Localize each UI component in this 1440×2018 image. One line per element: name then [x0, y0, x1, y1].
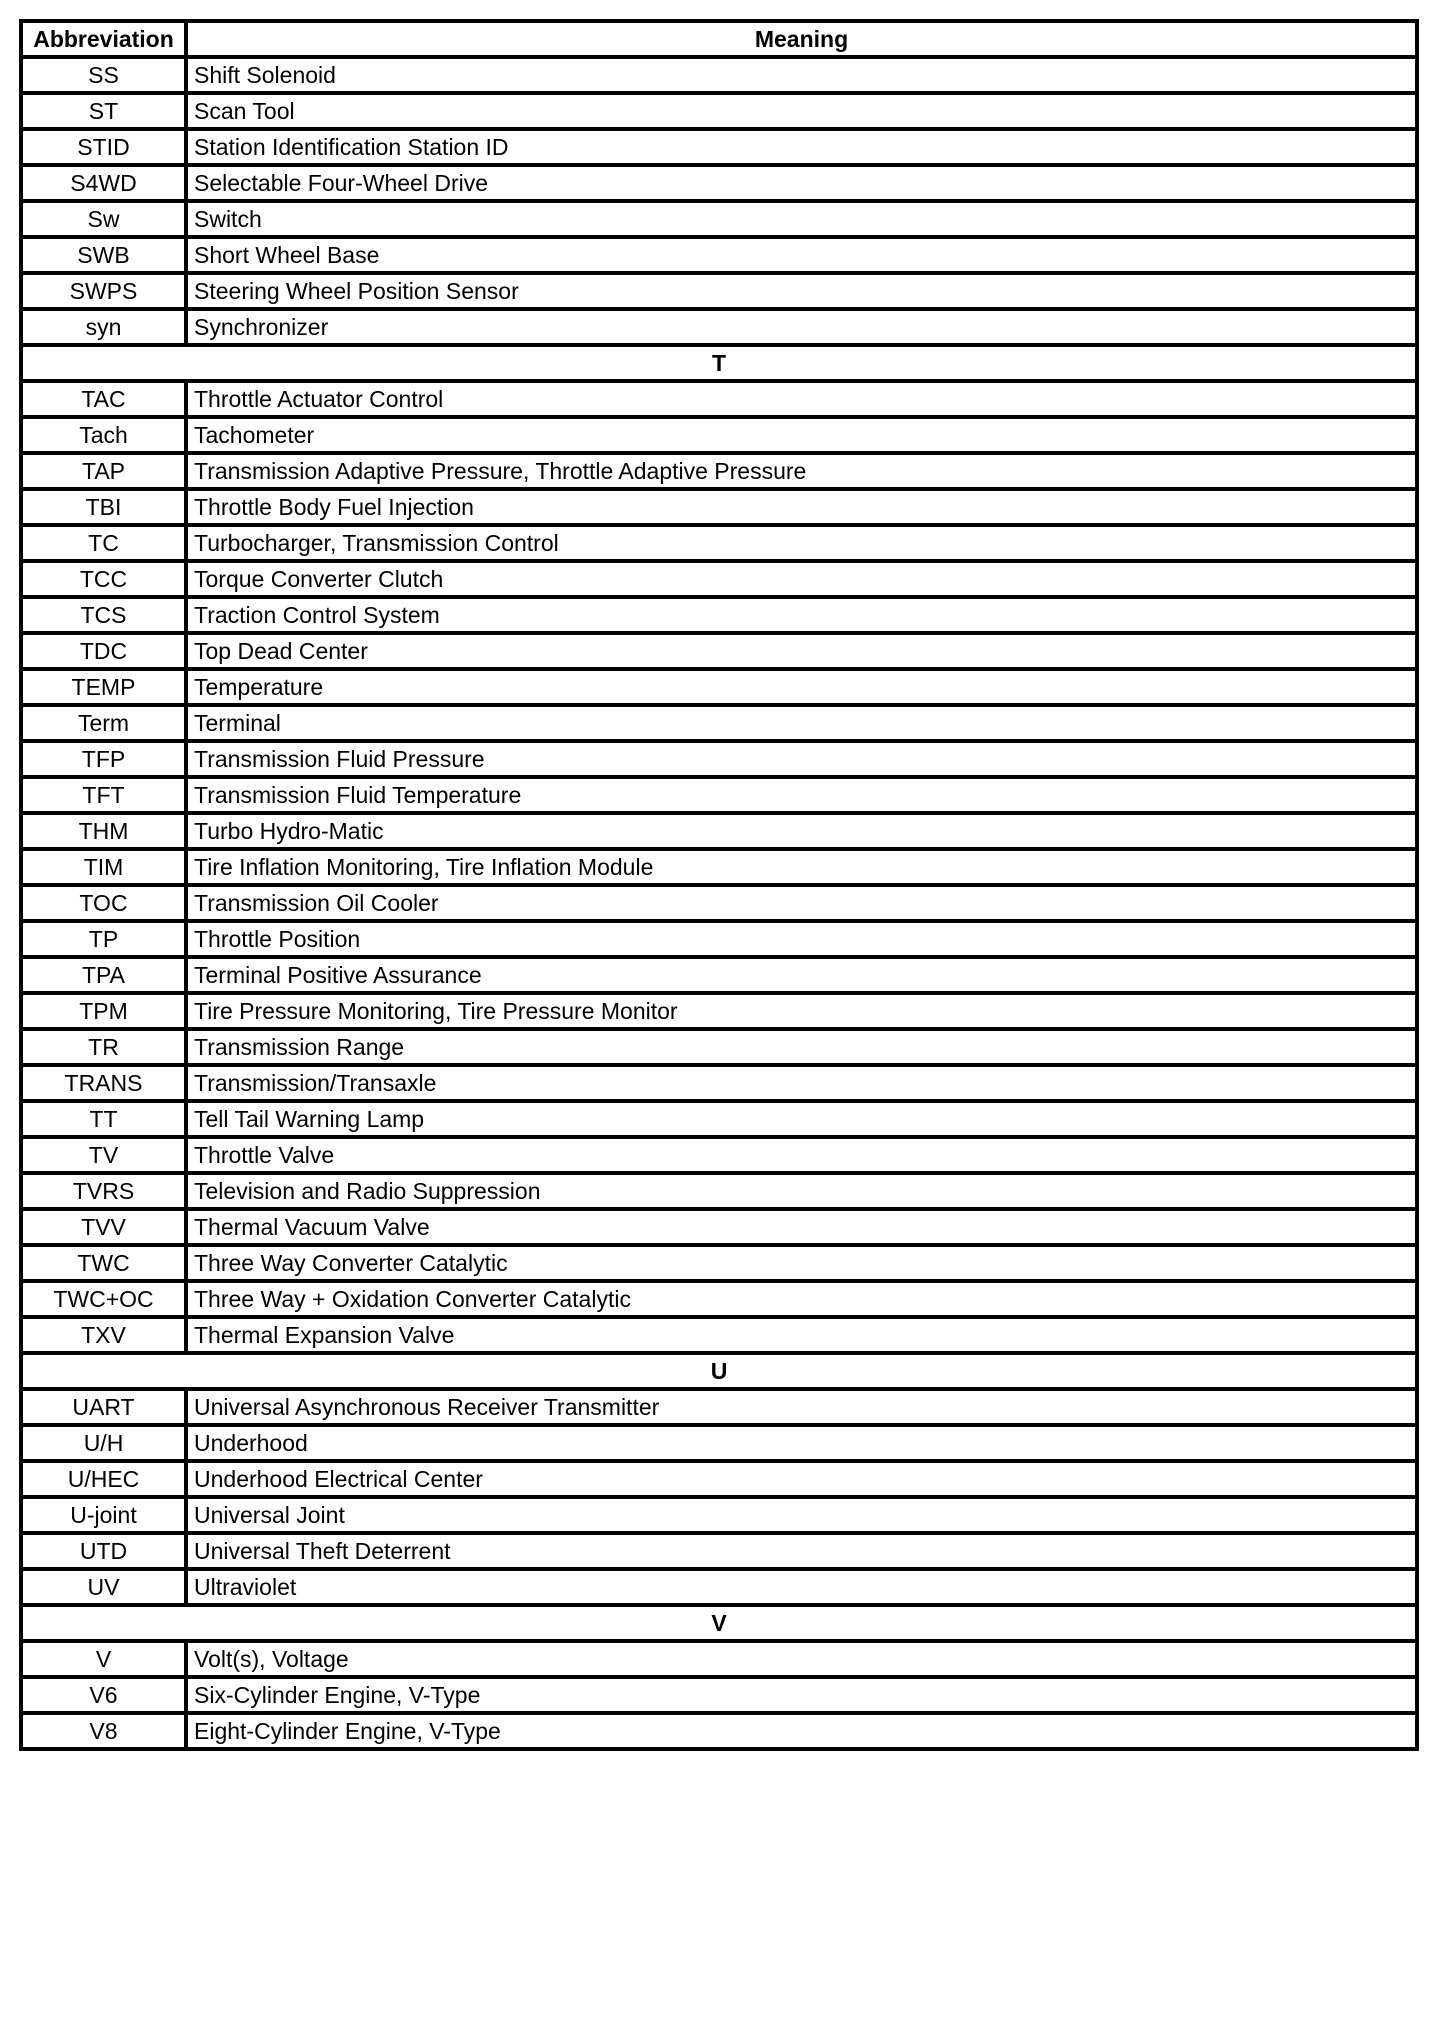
- abbreviation-cell: Sw: [21, 201, 186, 237]
- abbreviation-cell: syn: [21, 309, 186, 345]
- meaning-cell: Scan Tool: [186, 93, 1417, 129]
- meaning-cell: Transmission Oil Cooler: [186, 885, 1417, 921]
- meaning-cell: Universal Theft Deterrent: [186, 1533, 1417, 1569]
- abbreviation-cell: SS: [21, 57, 186, 93]
- table-row: [21, 93, 1417, 129]
- table-row: [21, 1317, 1417, 1353]
- meaning-column-header: Meaning: [186, 21, 1417, 57]
- meaning-cell: Selectable Four-Wheel Drive: [186, 165, 1417, 201]
- abbreviation-cell: SWB: [21, 237, 186, 273]
- meaning-cell: Temperature: [186, 669, 1417, 705]
- table-row: [21, 1533, 1417, 1569]
- abbreviation-cell: STID: [21, 129, 186, 165]
- abbreviation-cell: S4WD: [21, 165, 186, 201]
- meaning-cell: Throttle Body Fuel Injection: [186, 489, 1417, 525]
- table-row: [21, 309, 1417, 345]
- meaning-cell: Transmission Range: [186, 1029, 1417, 1065]
- meaning-cell: Tell Tail Warning Lamp: [186, 1101, 1417, 1137]
- table-row: [21, 705, 1417, 741]
- meaning-cell: Transmission/Transaxle: [186, 1065, 1417, 1101]
- section-letter: T: [21, 345, 1417, 381]
- meaning-cell: Transmission Fluid Temperature: [186, 777, 1417, 813]
- abbreviation-cell: Term: [21, 705, 186, 741]
- meaning-cell: Eight-Cylinder Engine, V-Type: [186, 1713, 1417, 1749]
- meaning-cell: Torque Converter Clutch: [186, 561, 1417, 597]
- table-header-row: [21, 21, 1417, 57]
- table-row: [21, 885, 1417, 921]
- abbreviation-cell: V8: [21, 1713, 186, 1749]
- meaning-cell: Steering Wheel Position Sensor: [186, 273, 1417, 309]
- table-row: [21, 1281, 1417, 1317]
- meaning-cell: Thermal Expansion Valve: [186, 1317, 1417, 1353]
- meaning-cell: Throttle Actuator Control: [186, 381, 1417, 417]
- table-row: [21, 1641, 1417, 1677]
- section-row: [21, 1353, 1417, 1389]
- table-row: [21, 1173, 1417, 1209]
- table-row: [21, 1209, 1417, 1245]
- table-row: [21, 237, 1417, 273]
- table-row: [21, 273, 1417, 309]
- meaning-cell: Universal Joint: [186, 1497, 1417, 1533]
- meaning-cell: Transmission Fluid Pressure: [186, 741, 1417, 777]
- table-row: [21, 813, 1417, 849]
- abbreviation-cell: UART: [21, 1389, 186, 1425]
- abbreviation-cell: TV: [21, 1137, 186, 1173]
- meaning-cell: Shift Solenoid: [186, 57, 1417, 93]
- meaning-cell: Short Wheel Base: [186, 237, 1417, 273]
- table-row: [21, 453, 1417, 489]
- table-row: [21, 201, 1417, 237]
- table-body: [21, 57, 1417, 1749]
- abbreviation-cell: TVV: [21, 1209, 186, 1245]
- abbreviation-cell: THM: [21, 813, 186, 849]
- meaning-cell: Universal Asynchronous Receiver Transmitter: [186, 1389, 1417, 1425]
- meaning-cell: Tachometer: [186, 417, 1417, 453]
- abbreviation-cell: TBI: [21, 489, 186, 525]
- meaning-cell: Synchronizer: [186, 309, 1417, 345]
- table-row: [21, 1137, 1417, 1173]
- table-row: [21, 1065, 1417, 1101]
- table-row: [21, 1389, 1417, 1425]
- meaning-cell: Turbo Hydro-Matic: [186, 813, 1417, 849]
- abbreviation-cell: SWPS: [21, 273, 186, 309]
- abbreviation-cell: TP: [21, 921, 186, 957]
- abbreviation-cell: TPM: [21, 993, 186, 1029]
- abbreviation-cell: TCC: [21, 561, 186, 597]
- meaning-cell: Throttle Position: [186, 921, 1417, 957]
- abbreviation-cell: TEMP: [21, 669, 186, 705]
- meaning-cell: Underhood: [186, 1425, 1417, 1461]
- abbreviation-cell: TFT: [21, 777, 186, 813]
- abbreviation-cell: U/H: [21, 1425, 186, 1461]
- abbreviation-cell: TAC: [21, 381, 186, 417]
- abbreviation-cell: UTD: [21, 1533, 186, 1569]
- section-row: [21, 345, 1417, 381]
- abbreviation-cell: V6: [21, 1677, 186, 1713]
- table-row: [21, 633, 1417, 669]
- table-row: [21, 1425, 1417, 1461]
- table-row: [21, 1461, 1417, 1497]
- meaning-cell: Tire Inflation Monitoring, Tire Inflation Module: [186, 849, 1417, 885]
- table-row: [21, 741, 1417, 777]
- table-row: [21, 1497, 1417, 1533]
- abbreviation-cell: TOC: [21, 885, 186, 921]
- abbreviation-table: [19, 19, 1419, 1751]
- table-row: [21, 1101, 1417, 1137]
- meaning-cell: Tire Pressure Monitoring, Tire Pressure Monitor: [186, 993, 1417, 1029]
- abbreviation-cell: TAP: [21, 453, 186, 489]
- table-row: [21, 1029, 1417, 1065]
- abbreviation-cell: TFP: [21, 741, 186, 777]
- table-row: [21, 489, 1417, 525]
- meaning-cell: Switch: [186, 201, 1417, 237]
- abbreviation-cell: V: [21, 1641, 186, 1677]
- abbreviation-cell: TT: [21, 1101, 186, 1137]
- table-row: [21, 1569, 1417, 1605]
- abbreviation-column-header: Abbreviation: [21, 21, 186, 57]
- abbreviation-cell: ST: [21, 93, 186, 129]
- abbreviation-cell: TWC: [21, 1245, 186, 1281]
- abbreviation-cell: U/HEC: [21, 1461, 186, 1497]
- meaning-cell: Thermal Vacuum Valve: [186, 1209, 1417, 1245]
- table-row: [21, 165, 1417, 201]
- table-row: [21, 1245, 1417, 1281]
- meaning-cell: Terminal: [186, 705, 1417, 741]
- meaning-cell: Six-Cylinder Engine, V-Type: [186, 1677, 1417, 1713]
- abbreviation-cell: TWC+OC: [21, 1281, 186, 1317]
- table-row: [21, 597, 1417, 633]
- meaning-cell: Three Way + Oxidation Converter Catalytic: [186, 1281, 1417, 1317]
- abbreviation-cell: TPA: [21, 957, 186, 993]
- table-row: [21, 417, 1417, 453]
- meaning-cell: Throttle Valve: [186, 1137, 1417, 1173]
- abbreviation-cell: TCS: [21, 597, 186, 633]
- table-row: [21, 777, 1417, 813]
- section-row: [21, 1605, 1417, 1641]
- meaning-cell: Traction Control System: [186, 597, 1417, 633]
- meaning-cell: Television and Radio Suppression: [186, 1173, 1417, 1209]
- abbreviation-cell: TR: [21, 1029, 186, 1065]
- table-row: [21, 921, 1417, 957]
- table-row: [21, 957, 1417, 993]
- table-row: [21, 849, 1417, 885]
- meaning-cell: Ultraviolet: [186, 1569, 1417, 1605]
- table-row: [21, 1713, 1417, 1749]
- abbreviation-cell: TC: [21, 525, 186, 561]
- table-row: [21, 993, 1417, 1029]
- meaning-cell: Station Identification Station ID: [186, 129, 1417, 165]
- abbreviation-cell: TVRS: [21, 1173, 186, 1209]
- table-row: [21, 57, 1417, 93]
- abbreviation-cell: Tach: [21, 417, 186, 453]
- abbreviation-cell: TIM: [21, 849, 186, 885]
- section-letter: V: [21, 1605, 1417, 1641]
- meaning-cell: Volt(s), Voltage: [186, 1641, 1417, 1677]
- table-row: [21, 129, 1417, 165]
- abbreviation-cell: UV: [21, 1569, 186, 1605]
- abbreviation-cell: TRANS: [21, 1065, 186, 1101]
- abbreviation-cell: TXV: [21, 1317, 186, 1353]
- table-row: [21, 525, 1417, 561]
- meaning-cell: Turbocharger, Transmission Control: [186, 525, 1417, 561]
- meaning-cell: Three Way Converter Catalytic: [186, 1245, 1417, 1281]
- table-row: [21, 561, 1417, 597]
- table-row: [21, 1677, 1417, 1713]
- abbreviation-cell: U-joint: [21, 1497, 186, 1533]
- meaning-cell: Transmission Adaptive Pressure, Throttle Adaptive Pressure: [186, 453, 1417, 489]
- table-row: [21, 669, 1417, 705]
- section-letter: U: [21, 1353, 1417, 1389]
- meaning-cell: Top Dead Center: [186, 633, 1417, 669]
- meaning-cell: Terminal Positive Assurance: [186, 957, 1417, 993]
- meaning-cell: Underhood Electrical Center: [186, 1461, 1417, 1497]
- abbreviation-cell: TDC: [21, 633, 186, 669]
- table-row: [21, 381, 1417, 417]
